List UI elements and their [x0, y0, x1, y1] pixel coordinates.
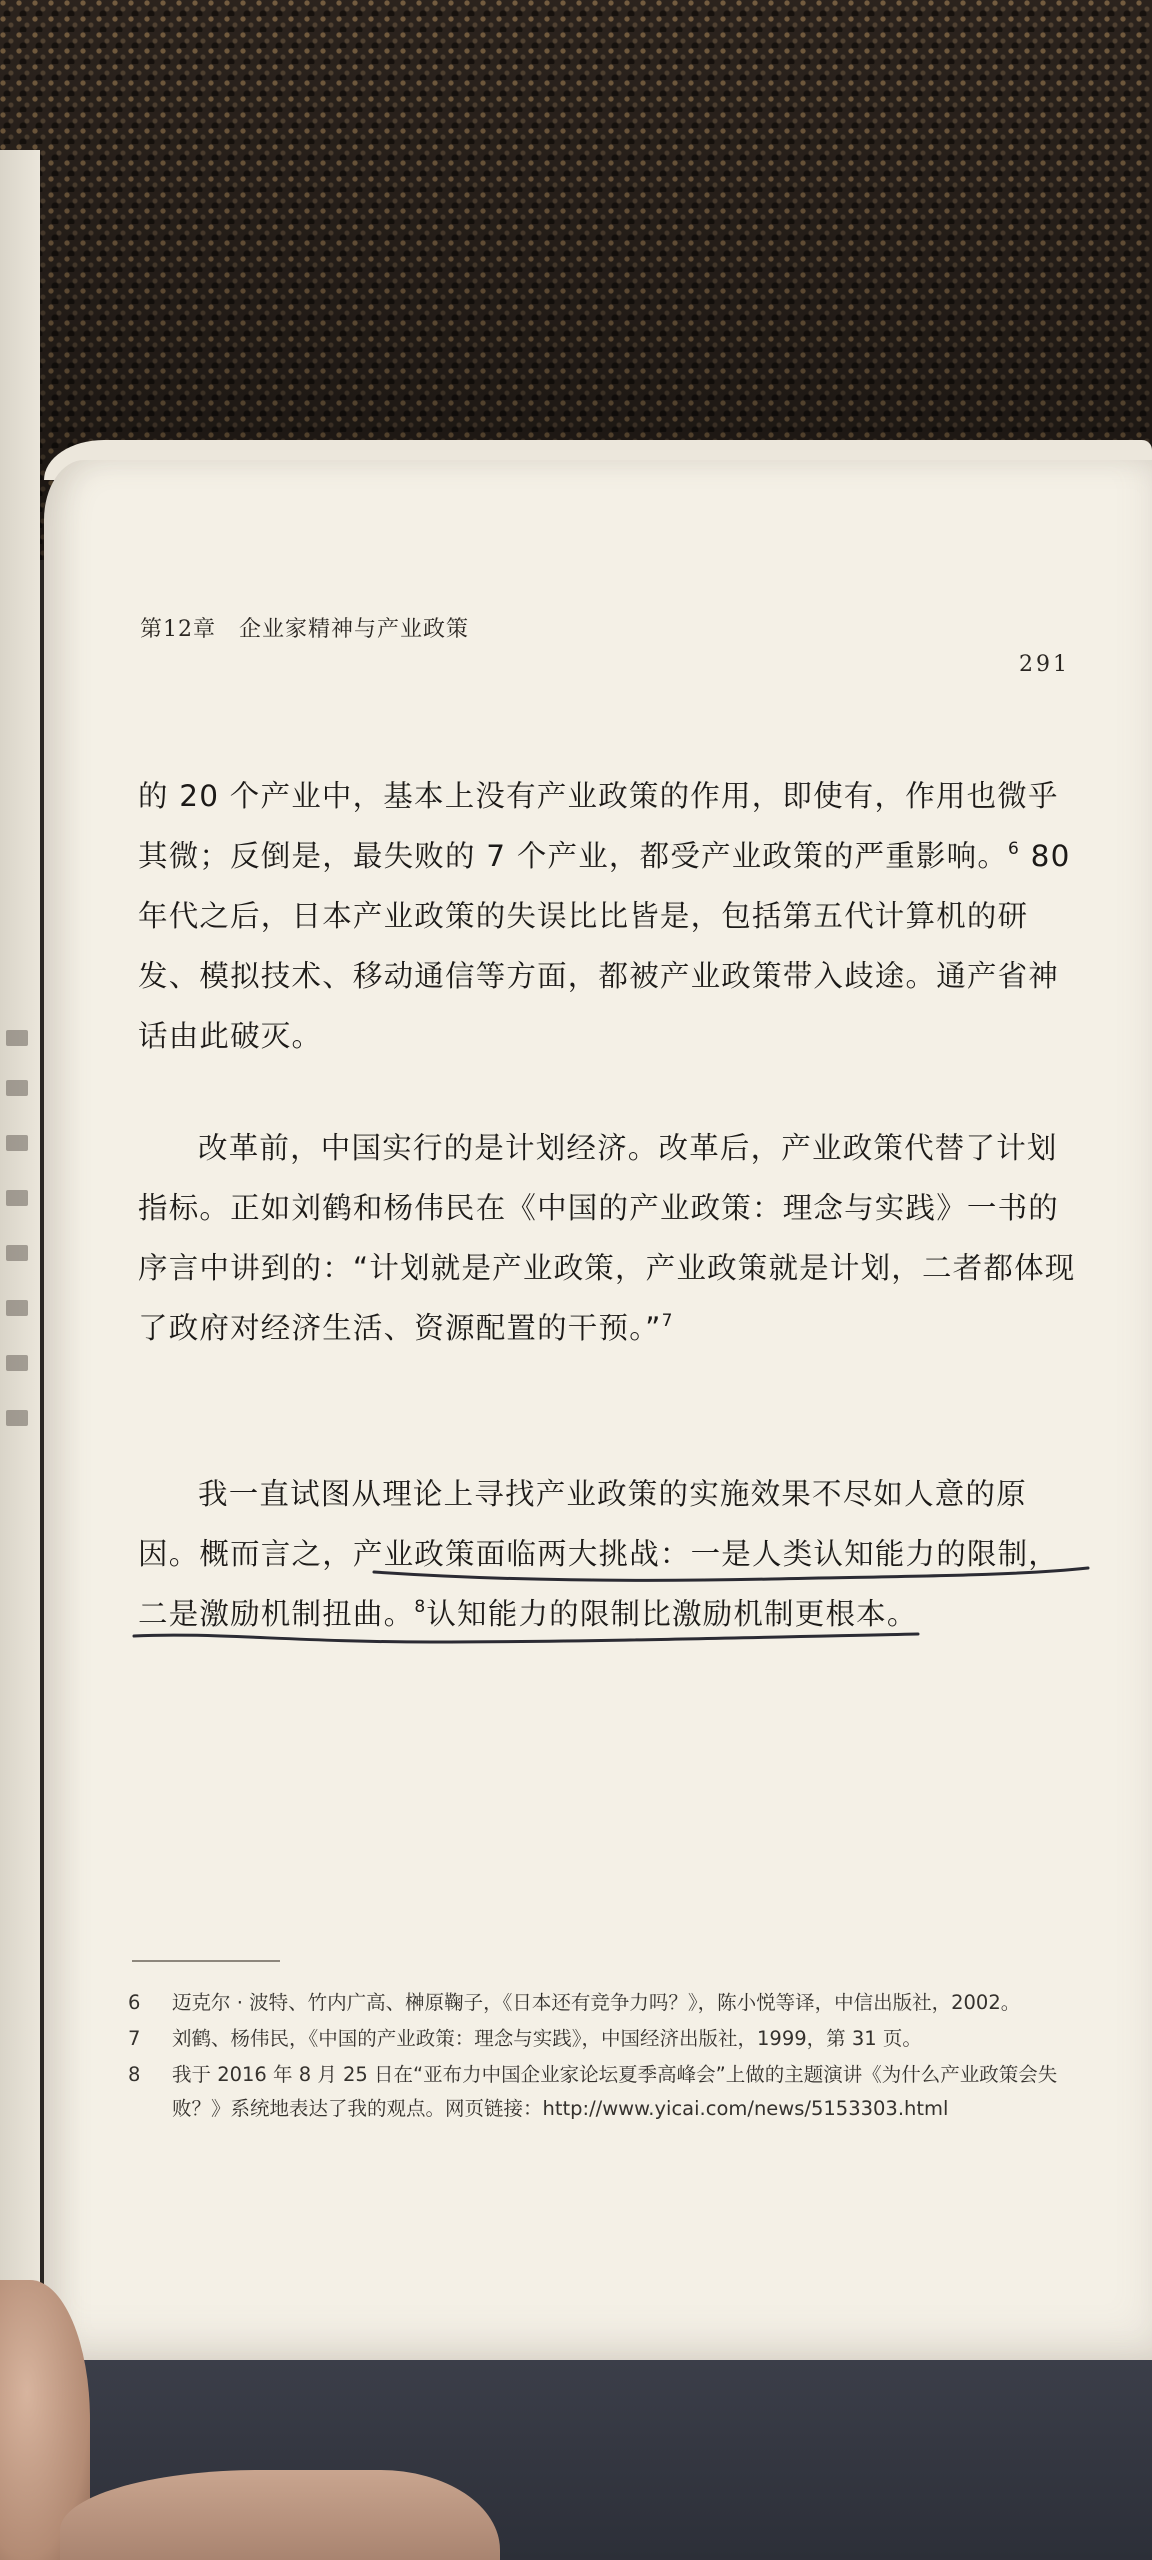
chapter-title: 第12章 企业家精神与产业政策 [140, 617, 469, 642]
page-number: 291 [1019, 652, 1070, 677]
footnote [128, 1986, 1088, 2020]
footnote-ref-8: 8 [414, 1597, 427, 1617]
footnote-number: 6 [128, 1991, 141, 2014]
paragraph-2-text: 改革前，中国实行的是计划经济。改革后，产业政策代替了计划指标。正如刘鹤和杨伟民在《中国的产业政策：理念与实践》一书的序言中讲到的：“计划就是产业政策，产业政策就是计划，二者都体现了政府对经济生活、资源配置的干预。” [138, 1131, 1076, 1345]
footnotes [128, 1986, 1088, 2128]
pen-underline-2 [132, 1628, 922, 1648]
paragraph-3 [138, 1464, 1078, 1644]
paragraph-2 [138, 1118, 1078, 1358]
running-header [140, 612, 1070, 677]
previous-page-edge [0, 150, 40, 2350]
paragraph-1-text: 的 20 个产业中，基本上没有产业政策的作用，即使有，作用也微乎其微；反倒是，最失败的 7 个产业，都受产业政策的严重影响。 [138, 779, 1059, 873]
footnote-number: 8 [128, 2063, 141, 2086]
footnote-ref-6: 6 [1008, 839, 1021, 859]
paragraph-3-tail: 认知能力的限制比激励机制更根本。 [426, 1597, 918, 1631]
paragraph-3-text: 我一直试图从理论上寻找产业政策的实施效果不尽如人意的原因。概而言之，产业政策面临两大挑战：一是人类认知能力的限制，二是激励机制扭曲。 [138, 1477, 1060, 1631]
footnote-text: 迈克尔 · 波特、竹内广高、榊原鞠子，《日本还有竞争力吗？》，陈小悦等译，中信出版社，2002。 [172, 1991, 1021, 2014]
paragraph-1-tail: 80 年代之后，日本产业政策的失误比比皆是，包括第五代计算机的研发、模拟技术、移动通信等方面，都被产业政策带入歧途。通产省神话由此破灭。 [138, 839, 1071, 1053]
footnote-number: 7 [128, 2027, 141, 2050]
footnote [128, 2058, 1088, 2126]
footnote-divider [132, 1960, 280, 1962]
paragraph-1 [138, 766, 1078, 1066]
footnote-text: 我于 2016 年 8 月 25 日在“亚布力中国企业家论坛夏季高峰会”上做的主题演讲《为什么产业政策会失败？》系统地表达了我的观点。网页链接：http://www.yicai.com/news/5153303.html [172, 2063, 1058, 2120]
footnote-text: 刘鹤、杨伟民，《中国的产业政策：理念与实践》，中国经济出版社，1999，第 31 页。 [172, 2027, 922, 2050]
footnote-ref-7: 7 [661, 1311, 674, 1331]
pen-underline-1 [372, 1566, 1092, 1586]
footnote [128, 2022, 1088, 2056]
